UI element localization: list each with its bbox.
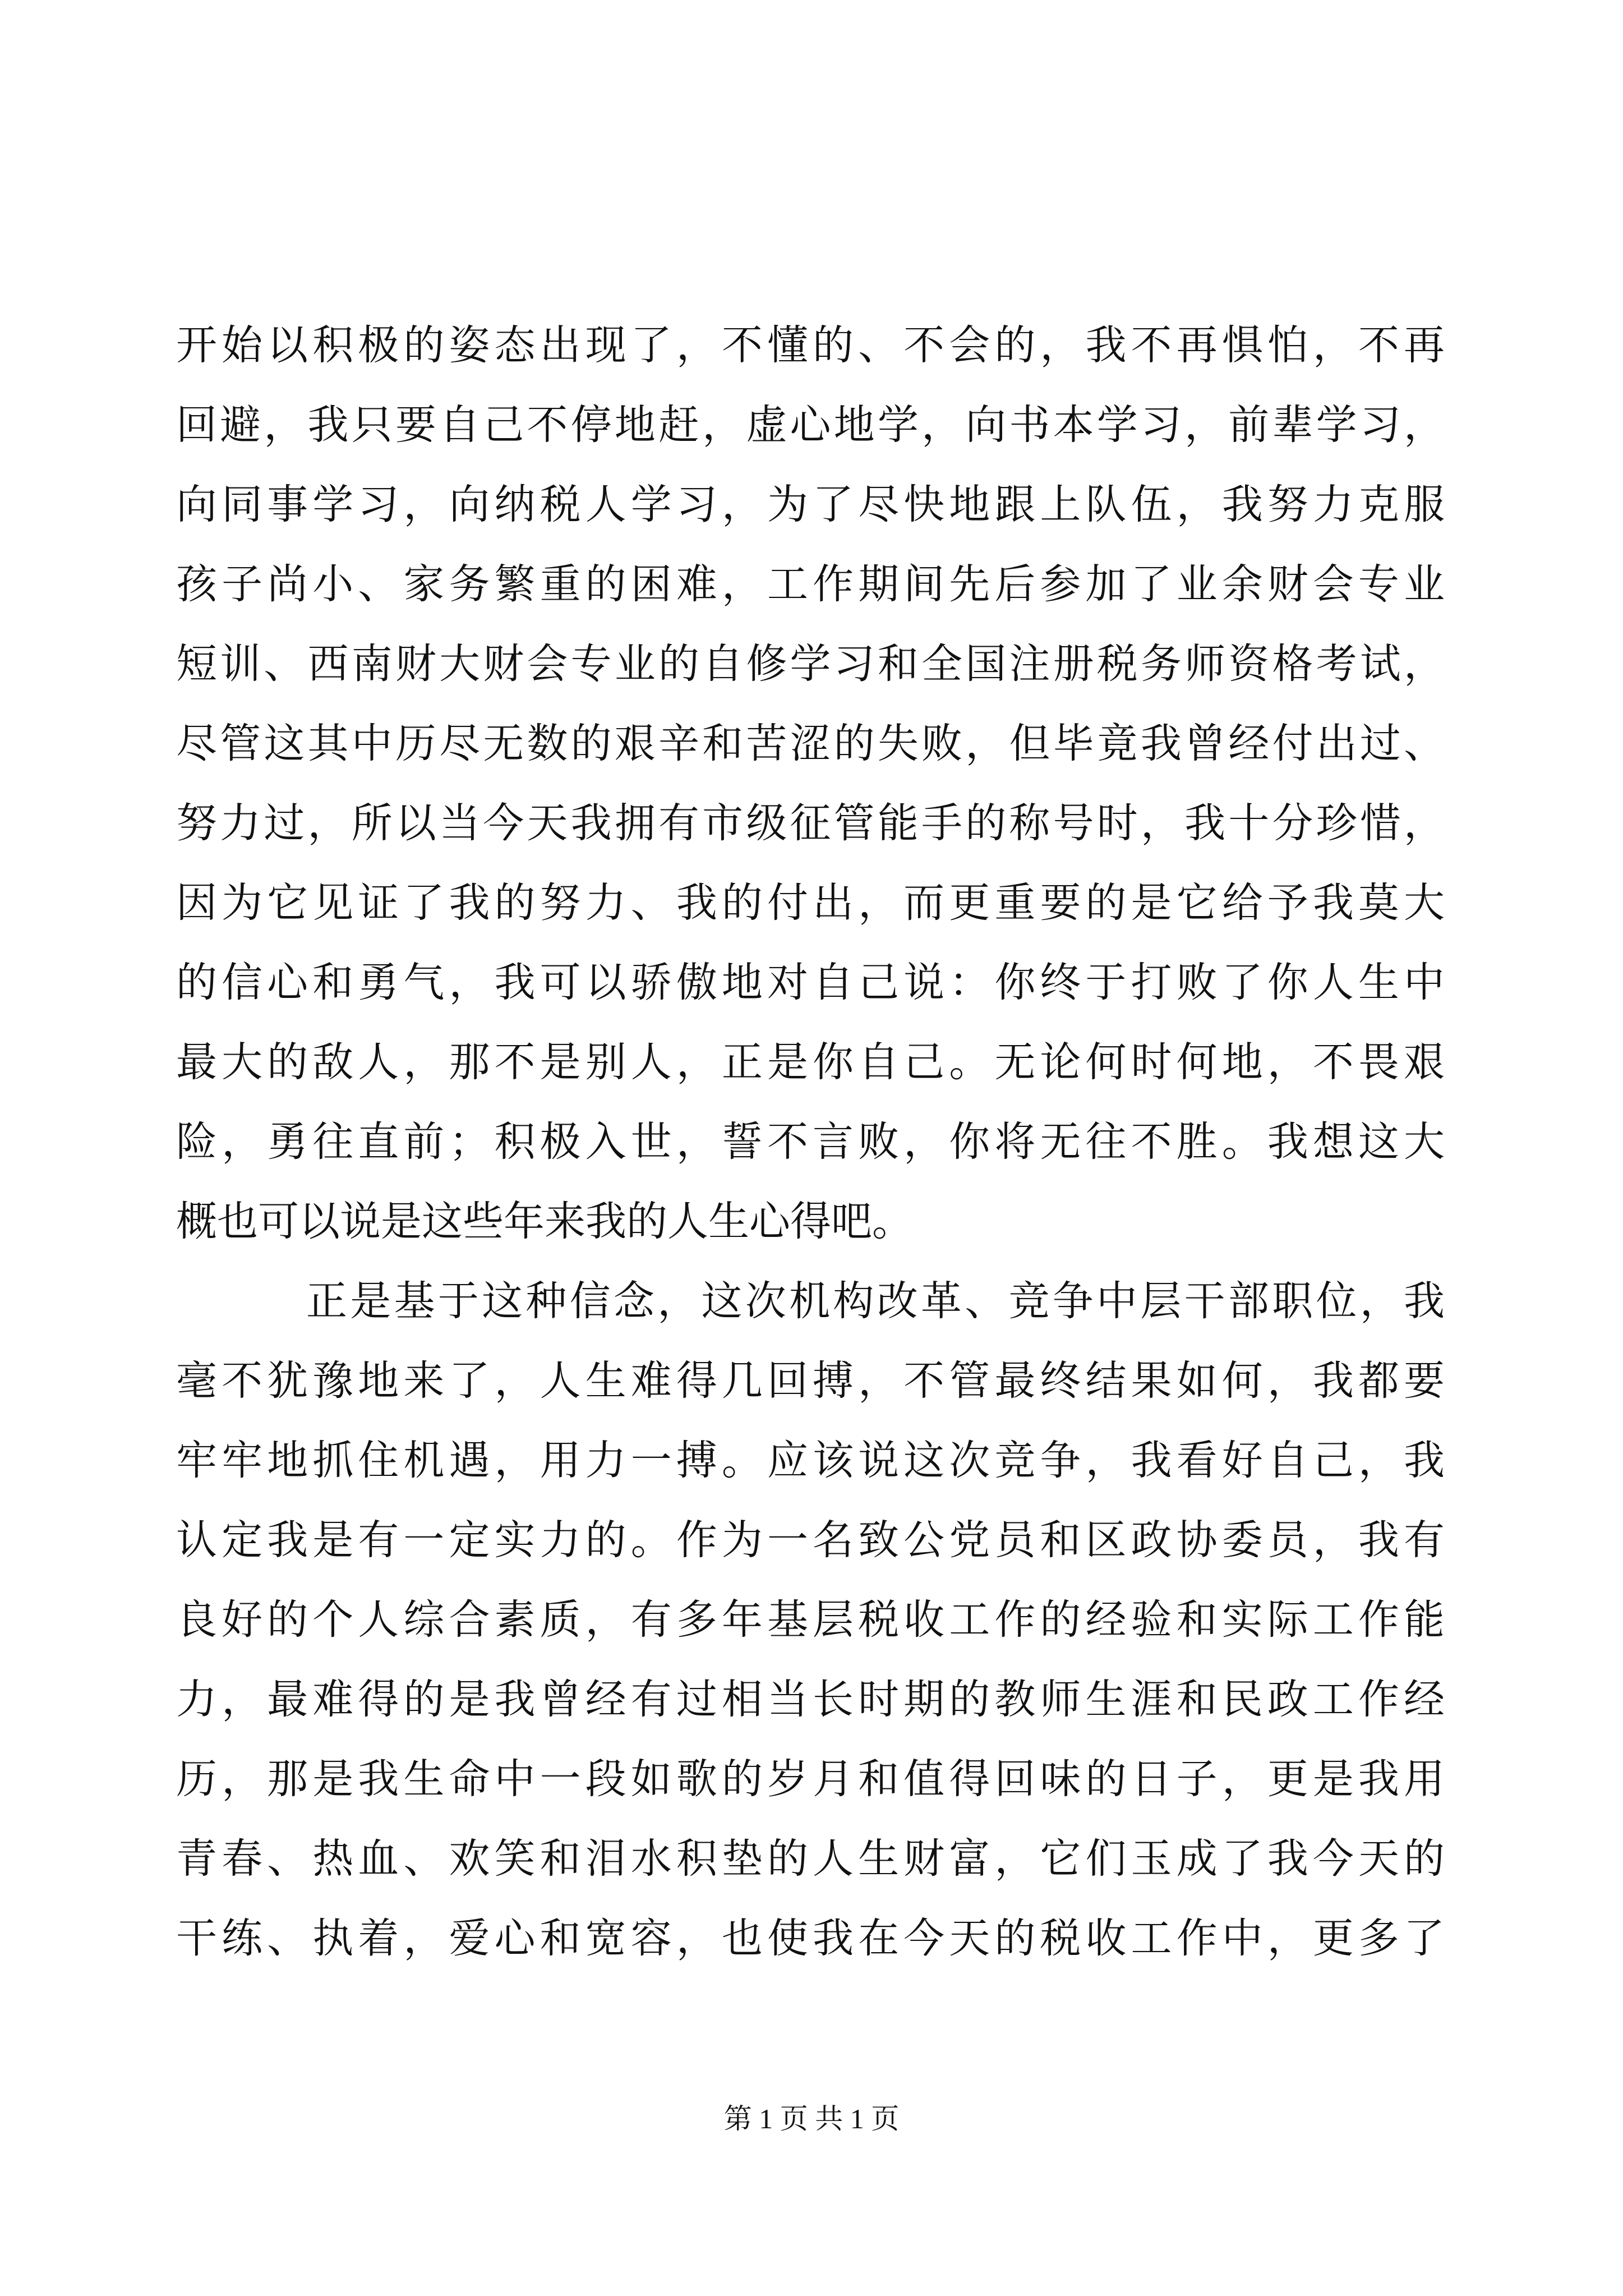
paragraph-line: 开始以积极的姿态出现了，不懂的、不会的，我不再惧怕，不再 — [176, 321, 1445, 369]
paragraph-line: 险，勇往直前；积极入世，誓不言败，你将无往不胜。我想这大 — [176, 1118, 1445, 1166]
paragraph-line: 正是基于这种信念，这次机构改革、竞争中层干部职位，我 — [306, 1277, 1445, 1325]
paragraph-line: 良好的个人综合素质，有多年基层税收工作的经验和实际工作能 — [176, 1596, 1445, 1644]
paragraph-line: 因为它见证了我的努力、我的付出，而更重要的是它给予我莫大 — [176, 879, 1445, 927]
paragraph-line: 努力过，所以当今天我拥有市级征管能手的称号时，我十分珍惜， — [176, 799, 1445, 847]
page-footer: 第 1 页 共 1 页 — [723, 2103, 900, 2134]
paragraph-line: 向同事学习，向纳税人学习，为了尽快地跟上队伍，我努力克服 — [176, 481, 1445, 528]
paragraph-line: 概也可以说是这些年来我的人生心得吧。 — [176, 1198, 913, 1245]
paragraph-line: 尽管这其中历尽无数的艰辛和苦涩的失败，但毕竟我曾经付出过、 — [176, 720, 1445, 767]
paragraph-line: 牢牢地抓住机遇，用力一搏。应该说这次竞争，我看好自己，我 — [176, 1437, 1445, 1484]
paragraph-2 — [176, 1262, 1445, 1978]
document-body — [176, 306, 1445, 1978]
paragraph-line: 历，那是我生命中一段如歌的岁月和值得回味的日子，更是我用 — [176, 1755, 1445, 1803]
paragraph-line: 认定我是有一定实力的。作为一名致公党员和区政协委员，我有 — [176, 1516, 1445, 1564]
paragraph-line: 短训、西南财大财会专业的自修学习和全国注册税务师资格考试， — [176, 640, 1445, 688]
paragraph-line: 孩子尚小、家务繁重的困难，工作期间先后参加了业余财会专业 — [176, 560, 1445, 608]
paragraph-line: 力，最难得的是我曾经有过相当长时期的教师生涯和民政工作经 — [176, 1676, 1445, 1723]
paragraph-line: 青春、热血、欢笑和泪水积垫的人生财富，它们玉成了我今天的 — [176, 1835, 1445, 1883]
paragraph-1 — [176, 306, 1445, 1262]
paragraph-line: 最大的敌人，那不是别人，正是你自己。无论何时何地，不畏艰 — [176, 1038, 1445, 1086]
paragraph-line: 的信心和勇气，我可以骄傲地对自己说：你终于打败了你人生中 — [176, 959, 1445, 1006]
paragraph-line: 干练、执着，爱心和宽容，也使我在今天的税收工作中，更多了 — [176, 1915, 1445, 1962]
paragraph-line: 回避，我只要自己不停地赶，虚心地学，向书本学习，前辈学习， — [176, 401, 1445, 449]
paragraph-line: 毫不犹豫地来了，人生难得几回搏，不管最终结果如何，我都要 — [176, 1357, 1445, 1405]
